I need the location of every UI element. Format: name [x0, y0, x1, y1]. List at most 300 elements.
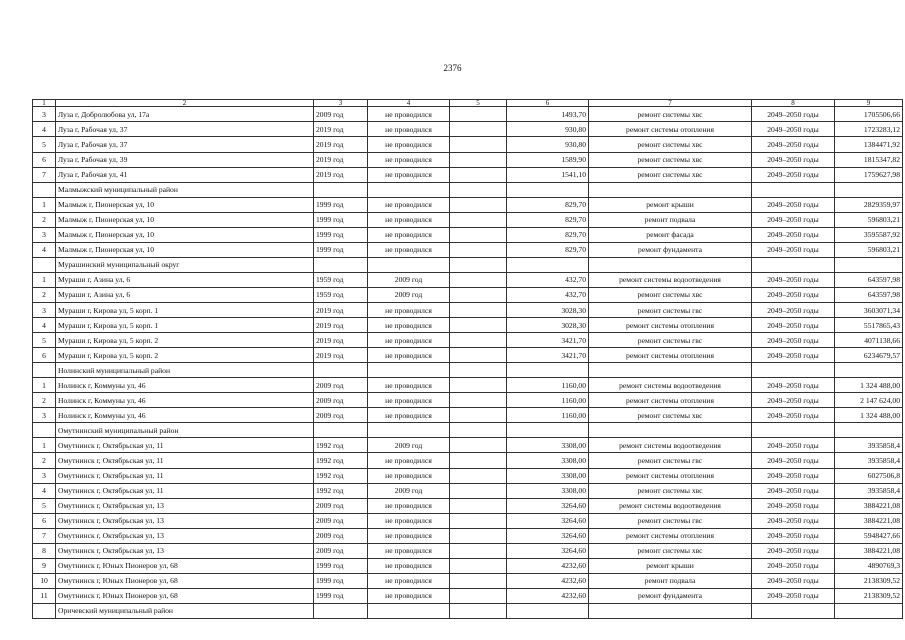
- column-5-cell: [450, 227, 507, 242]
- table-row: [33, 528, 903, 543]
- address-cell: Омутнинск г, Октябрьская ул, 13: [56, 513, 314, 528]
- section-row: [33, 603, 903, 618]
- cost-cell: 3595587,92: [835, 227, 903, 242]
- period-cell: [752, 182, 835, 197]
- last-repair-cell: не проводился: [368, 318, 450, 333]
- row-number: 3: [33, 107, 56, 122]
- address-cell: Омутнинск г, Юных Пионеров ул, 68: [56, 588, 314, 603]
- last-repair-cell: не проводился: [368, 333, 450, 348]
- section-row: [33, 257, 903, 272]
- work-type-cell: [589, 363, 752, 378]
- column-5-cell: [450, 453, 507, 468]
- last-repair-cell: не проводился: [368, 468, 450, 483]
- work-type-cell: ремонт системы отопления: [589, 528, 752, 543]
- area-cell: 3421,70: [507, 333, 589, 348]
- section-title: Малмыжский муниципальный район: [56, 182, 314, 197]
- row-number: 4: [33, 122, 56, 137]
- cost-cell: 643597,98: [835, 287, 903, 302]
- table-row: [33, 107, 903, 122]
- commission-year-cell: 1999 год: [314, 197, 368, 212]
- work-type-cell: ремонт системы хвс: [589, 107, 752, 122]
- work-type-cell: ремонт фасада: [589, 227, 752, 242]
- period-cell: [752, 603, 835, 618]
- row-number: 2: [33, 287, 56, 302]
- work-type-cell: ремонт системы хвс: [589, 167, 752, 182]
- cost-cell: 596803,21: [835, 242, 903, 257]
- address-cell: Омутнинск г, Октябрьская ул, 13: [56, 543, 314, 558]
- column-5-cell: [450, 348, 507, 363]
- area-cell: 1541,10: [507, 167, 589, 182]
- table-row: [33, 167, 903, 182]
- period-cell: 2049–2050 годы: [752, 152, 835, 167]
- work-type-cell: ремонт фундамента: [589, 588, 752, 603]
- row-number: [33, 603, 56, 618]
- column-number: 3: [314, 100, 368, 107]
- work-type-cell: ремонт крыши: [589, 558, 752, 573]
- area-cell: [507, 603, 589, 618]
- work-type-cell: ремонт фундамента: [589, 242, 752, 257]
- area-cell: [507, 423, 589, 438]
- last-repair-cell: не проводился: [368, 242, 450, 257]
- period-cell: [752, 423, 835, 438]
- cost-cell: [835, 423, 903, 438]
- cost-cell: 4890769,3: [835, 558, 903, 573]
- work-type-cell: ремонт подвала: [589, 573, 752, 588]
- area-cell: 3264,60: [507, 543, 589, 558]
- area-cell: 3308,00: [507, 453, 589, 468]
- column-5-cell: [450, 182, 507, 197]
- area-cell: 1160,00: [507, 378, 589, 393]
- section-row: [33, 182, 903, 197]
- row-number: 7: [33, 167, 56, 182]
- address-cell: Омутнинск г, Октябрьская ул, 13: [56, 528, 314, 543]
- address-cell: Малмыж г, Пионерская ул, 10: [56, 197, 314, 212]
- address-cell: Луза г, Рабочая ул, 39: [56, 152, 314, 167]
- table-row: [33, 242, 903, 257]
- period-cell: 2049–2050 годы: [752, 197, 835, 212]
- row-number: 7: [33, 528, 56, 543]
- work-type-cell: ремонт системы отопления: [589, 393, 752, 408]
- commission-year-cell: 1999 год: [314, 242, 368, 257]
- column-5-cell: [450, 468, 507, 483]
- address-cell: Малмыж г, Пионерская ул, 10: [56, 212, 314, 227]
- column-number: 2: [56, 100, 314, 107]
- area-cell: 3264,60: [507, 528, 589, 543]
- commission-year-cell: 2009 год: [314, 378, 368, 393]
- area-cell: 1160,00: [507, 408, 589, 423]
- last-repair-cell: не проводился: [368, 378, 450, 393]
- row-number: 6: [33, 348, 56, 363]
- last-repair-cell: не проводился: [368, 152, 450, 167]
- period-cell: 2049–2050 годы: [752, 378, 835, 393]
- last-repair-cell: не проводился: [368, 453, 450, 468]
- column-number: 8: [752, 100, 835, 107]
- work-type-cell: ремонт системы гвс: [589, 513, 752, 528]
- area-cell: 4232,60: [507, 558, 589, 573]
- section-row: [33, 423, 903, 438]
- address-cell: Мураши г, Кирова ул, 5 корп. 1: [56, 303, 314, 318]
- area-cell: 3421,70: [507, 348, 589, 363]
- commission-year-cell: 2009 год: [314, 513, 368, 528]
- area-cell: 1589,90: [507, 152, 589, 167]
- column-5-cell: [450, 197, 507, 212]
- area-cell: 829,70: [507, 227, 589, 242]
- area-cell: [507, 182, 589, 197]
- commission-year-cell: 1959 год: [314, 287, 368, 302]
- address-cell: Малмыж г, Пионерская ул, 10: [56, 242, 314, 257]
- last-repair-cell: [368, 257, 450, 272]
- last-repair-cell: [368, 603, 450, 618]
- area-cell: 3264,60: [507, 513, 589, 528]
- column-5-cell: [450, 212, 507, 227]
- column-5-cell: [450, 498, 507, 513]
- work-type-cell: ремонт системы отопления: [589, 122, 752, 137]
- cost-cell: [835, 257, 903, 272]
- row-number: 4: [33, 483, 56, 498]
- cost-cell: 2 147 624,00: [835, 393, 903, 408]
- address-cell: Омутнинск г, Юных Пионеров ул, 68: [56, 558, 314, 573]
- section-title: Оричевский муниципальный район: [56, 603, 314, 618]
- column-5-cell: [450, 513, 507, 528]
- column-5-cell: [450, 107, 507, 122]
- commission-year-cell: 1999 год: [314, 212, 368, 227]
- commission-year-cell: 2019 год: [314, 167, 368, 182]
- row-number: 8: [33, 543, 56, 558]
- table-row: [33, 393, 903, 408]
- column-number: 4: [368, 100, 450, 107]
- table-row: [33, 468, 903, 483]
- period-cell: 2049–2050 годы: [752, 333, 835, 348]
- column-5-cell: [450, 333, 507, 348]
- work-type-cell: ремонт системы отопления: [589, 318, 752, 333]
- cost-cell: 2829359,97: [835, 197, 903, 212]
- work-type-cell: ремонт системы хвс: [589, 152, 752, 167]
- address-cell: Омутнинск г, Октябрьская ул, 13: [56, 498, 314, 513]
- column-5-cell: [450, 122, 507, 137]
- column-5-cell: [450, 558, 507, 573]
- column-number: 7: [589, 100, 752, 107]
- address-cell: Омутнинск г, Юных Пионеров ул, 68: [56, 573, 314, 588]
- period-cell: 2049–2050 годы: [752, 303, 835, 318]
- address-cell: Нолинск г, Коммуны ул, 46: [56, 408, 314, 423]
- table-row: [33, 318, 903, 333]
- work-type-cell: [589, 257, 752, 272]
- commission-year-cell: [314, 423, 368, 438]
- address-cell: Мураши г, Кирова ул, 5 корп. 2: [56, 333, 314, 348]
- area-cell: 3264,60: [507, 498, 589, 513]
- column-5-cell: [450, 303, 507, 318]
- cost-cell: 3884221,08: [835, 498, 903, 513]
- cost-cell: 1384471,92: [835, 137, 903, 152]
- period-cell: 2049–2050 годы: [752, 468, 835, 483]
- last-repair-cell: 2009 год: [368, 483, 450, 498]
- address-cell: Луза г, Рабочая ул, 37: [56, 122, 314, 137]
- work-type-cell: ремонт системы хвс: [589, 543, 752, 558]
- row-number: 1: [33, 197, 56, 212]
- last-repair-cell: не проводился: [368, 528, 450, 543]
- commission-year-cell: 2019 год: [314, 318, 368, 333]
- address-cell: Нолинск г, Коммуны ул, 46: [56, 378, 314, 393]
- cost-cell: 1 324 488,00: [835, 378, 903, 393]
- commission-year-cell: 1959 год: [314, 272, 368, 287]
- last-repair-cell: не проводился: [368, 558, 450, 573]
- column-5-cell: [450, 588, 507, 603]
- row-number: [33, 423, 56, 438]
- period-cell: 2049–2050 годы: [752, 242, 835, 257]
- commission-year-cell: 2019 год: [314, 122, 368, 137]
- cost-cell: 5948427,66: [835, 528, 903, 543]
- row-number: [33, 363, 56, 378]
- row-number: 6: [33, 152, 56, 167]
- last-repair-cell: не проводился: [368, 167, 450, 182]
- column-5-cell: [450, 272, 507, 287]
- cost-cell: 3935858,4: [835, 453, 903, 468]
- period-cell: 2049–2050 годы: [752, 212, 835, 227]
- table-row: [33, 303, 903, 318]
- table-row: [33, 453, 903, 468]
- work-type-cell: [589, 603, 752, 618]
- row-number: 5: [33, 498, 56, 513]
- row-number: 2: [33, 453, 56, 468]
- address-cell: Омутнинск г, Октябрьская ул, 11: [56, 483, 314, 498]
- table-row: [33, 122, 903, 137]
- area-cell: 1493,70: [507, 107, 589, 122]
- work-type-cell: ремонт системы гвс: [589, 333, 752, 348]
- period-cell: 2049–2050 годы: [752, 272, 835, 287]
- section-title: Омутнинский муниципальный район: [56, 423, 314, 438]
- cost-cell: 6027506,8: [835, 468, 903, 483]
- cost-cell: 3935858,4: [835, 438, 903, 453]
- row-number: 5: [33, 137, 56, 152]
- last-repair-cell: [368, 182, 450, 197]
- commission-year-cell: 2019 год: [314, 303, 368, 318]
- work-type-cell: ремонт системы водоотведения: [589, 378, 752, 393]
- address-cell: Нолинск г, Коммуны ул, 46: [56, 393, 314, 408]
- row-number: 11: [33, 588, 56, 603]
- commission-year-cell: 2019 год: [314, 348, 368, 363]
- cost-cell: 2138309,52: [835, 588, 903, 603]
- area-cell: 930,80: [507, 137, 589, 152]
- cost-cell: [835, 363, 903, 378]
- area-cell: 3028,30: [507, 318, 589, 333]
- commission-year-cell: 2019 год: [314, 152, 368, 167]
- row-number: 1: [33, 438, 56, 453]
- commission-year-cell: 2009 год: [314, 528, 368, 543]
- last-repair-cell: не проводился: [368, 498, 450, 513]
- column-number: 1: [33, 100, 56, 107]
- last-repair-cell: 2009 год: [368, 287, 450, 302]
- period-cell: 2049–2050 годы: [752, 588, 835, 603]
- last-repair-cell: не проводился: [368, 348, 450, 363]
- column-5-cell: [450, 167, 507, 182]
- table-row: [33, 513, 903, 528]
- last-repair-cell: 2009 год: [368, 272, 450, 287]
- period-cell: 2049–2050 годы: [752, 513, 835, 528]
- row-number: 1: [33, 378, 56, 393]
- column-5-cell: [450, 483, 507, 498]
- cost-cell: 1759627,98: [835, 167, 903, 182]
- period-cell: 2049–2050 годы: [752, 348, 835, 363]
- period-cell: 2049–2050 годы: [752, 393, 835, 408]
- table-row: [33, 543, 903, 558]
- address-cell: Мураши г, Кирова ул, 5 корп. 2: [56, 348, 314, 363]
- row-number: 2: [33, 393, 56, 408]
- table-row: [33, 438, 903, 453]
- table-row: [33, 137, 903, 152]
- area-cell: [507, 257, 589, 272]
- table-row: [33, 287, 903, 302]
- table-row: [33, 333, 903, 348]
- period-cell: 2049–2050 годы: [752, 408, 835, 423]
- area-cell: 432,70: [507, 287, 589, 302]
- address-cell: Омутнинск г, Октябрьская ул, 11: [56, 438, 314, 453]
- cost-cell: 6234679,57: [835, 348, 903, 363]
- column-5-cell: [450, 257, 507, 272]
- cost-cell: 3935858,4: [835, 483, 903, 498]
- address-cell: Мураши г, Азина ул, 6: [56, 272, 314, 287]
- section-title: Мурашинский муниципальный округ: [56, 257, 314, 272]
- commission-year-cell: 1992 год: [314, 438, 368, 453]
- column-5-cell: [450, 318, 507, 333]
- cost-cell: 4071138,66: [835, 333, 903, 348]
- address-cell: Омутнинск г, Октябрьская ул, 11: [56, 453, 314, 468]
- commission-year-cell: 2009 год: [314, 408, 368, 423]
- work-type-cell: ремонт системы гвс: [589, 303, 752, 318]
- address-cell: Мураши г, Кирова ул, 5 корп. 1: [56, 318, 314, 333]
- commission-year-cell: 2009 год: [314, 498, 368, 513]
- commission-year-cell: 1992 год: [314, 453, 368, 468]
- area-cell: 1160,00: [507, 393, 589, 408]
- last-repair-cell: не проводился: [368, 197, 450, 212]
- cost-cell: 3603071,34: [835, 303, 903, 318]
- work-type-cell: ремонт системы отопления: [589, 468, 752, 483]
- work-type-cell: ремонт системы водоотведения: [589, 498, 752, 513]
- cost-cell: [835, 182, 903, 197]
- cost-cell: 3884221,08: [835, 543, 903, 558]
- commission-year-cell: 1999 год: [314, 588, 368, 603]
- column-5-cell: [450, 408, 507, 423]
- last-repair-cell: не проводился: [368, 543, 450, 558]
- table-row: [33, 498, 903, 513]
- work-type-cell: ремонт системы водоотведения: [589, 438, 752, 453]
- column-5-cell: [450, 287, 507, 302]
- last-repair-cell: не проводился: [368, 227, 450, 242]
- period-cell: 2049–2050 годы: [752, 227, 835, 242]
- commission-year-cell: 2009 год: [314, 393, 368, 408]
- commission-year-cell: [314, 182, 368, 197]
- work-type-cell: ремонт системы хвс: [589, 408, 752, 423]
- cost-cell: 643597,98: [835, 272, 903, 287]
- table-row: [33, 197, 903, 212]
- row-number: 3: [33, 227, 56, 242]
- last-repair-cell: не проводился: [368, 393, 450, 408]
- work-type-cell: ремонт системы хвс: [589, 483, 752, 498]
- period-cell: 2049–2050 годы: [752, 528, 835, 543]
- work-type-cell: ремонт подвала: [589, 212, 752, 227]
- area-cell: 3308,00: [507, 438, 589, 453]
- area-cell: 432,70: [507, 272, 589, 287]
- area-cell: [507, 363, 589, 378]
- column-5-cell: [450, 393, 507, 408]
- area-cell: 3028,30: [507, 303, 589, 318]
- area-cell: 3308,00: [507, 468, 589, 483]
- table-row: [33, 588, 903, 603]
- row-number: 2: [33, 212, 56, 227]
- period-cell: 2049–2050 годы: [752, 498, 835, 513]
- commission-year-cell: [314, 603, 368, 618]
- last-repair-cell: не проводился: [368, 513, 450, 528]
- column-number: 9: [835, 100, 903, 107]
- area-cell: 3308,00: [507, 483, 589, 498]
- cost-cell: [835, 603, 903, 618]
- last-repair-cell: не проводился: [368, 573, 450, 588]
- commission-year-cell: 1992 год: [314, 468, 368, 483]
- commission-year-cell: [314, 257, 368, 272]
- address-cell: Мураши г, Азина ул, 6: [56, 287, 314, 302]
- area-cell: 930,80: [507, 122, 589, 137]
- area-cell: 4232,60: [507, 573, 589, 588]
- work-type-cell: ремонт системы водоотведения: [589, 272, 752, 287]
- period-cell: [752, 257, 835, 272]
- column-5-cell: [450, 438, 507, 453]
- last-repair-cell: не проводился: [368, 212, 450, 227]
- last-repair-cell: не проводился: [368, 107, 450, 122]
- table-row: [33, 212, 903, 227]
- cost-cell: 2138309,52: [835, 573, 903, 588]
- area-cell: 829,70: [507, 212, 589, 227]
- table-row: [33, 348, 903, 363]
- column-5-cell: [450, 242, 507, 257]
- row-number: 5: [33, 333, 56, 348]
- last-repair-cell: 2009 год: [368, 438, 450, 453]
- commission-year-cell: 2009 год: [314, 107, 368, 122]
- table-row: [33, 408, 903, 423]
- last-repair-cell: не проводился: [368, 408, 450, 423]
- row-number: 3: [33, 468, 56, 483]
- period-cell: 2049–2050 годы: [752, 543, 835, 558]
- period-cell: 2049–2050 годы: [752, 137, 835, 152]
- address-cell: Омутнинск г, Октябрьская ул, 11: [56, 468, 314, 483]
- commission-year-cell: 1992 год: [314, 483, 368, 498]
- page-number: 2376: [443, 63, 462, 73]
- column-5-cell: [450, 137, 507, 152]
- commission-year-cell: 1999 год: [314, 227, 368, 242]
- cost-cell: 1705506,66: [835, 107, 903, 122]
- address-cell: Луза г, Добролюбова ул, 17а: [56, 107, 314, 122]
- work-type-cell: ремонт системы хвс: [589, 137, 752, 152]
- table-row: [33, 573, 903, 588]
- data-table: [32, 99, 903, 619]
- commission-year-cell: [314, 363, 368, 378]
- last-repair-cell: не проводился: [368, 303, 450, 318]
- period-cell: 2049–2050 годы: [752, 438, 835, 453]
- commission-year-cell: 2009 год: [314, 543, 368, 558]
- column-5-cell: [450, 152, 507, 167]
- section-row: [33, 363, 903, 378]
- row-number: [33, 257, 56, 272]
- cost-cell: 1815347,82: [835, 152, 903, 167]
- row-number: 6: [33, 513, 56, 528]
- column-5-cell: [450, 423, 507, 438]
- last-repair-cell: не проводился: [368, 122, 450, 137]
- address-cell: Малмыж г, Пионерская ул, 10: [56, 227, 314, 242]
- cost-cell: 1 324 488,00: [835, 408, 903, 423]
- work-type-cell: ремонт крыши: [589, 197, 752, 212]
- row-number: [33, 182, 56, 197]
- column-5-cell: [450, 543, 507, 558]
- table-row: [33, 272, 903, 287]
- column-5-cell: [450, 603, 507, 618]
